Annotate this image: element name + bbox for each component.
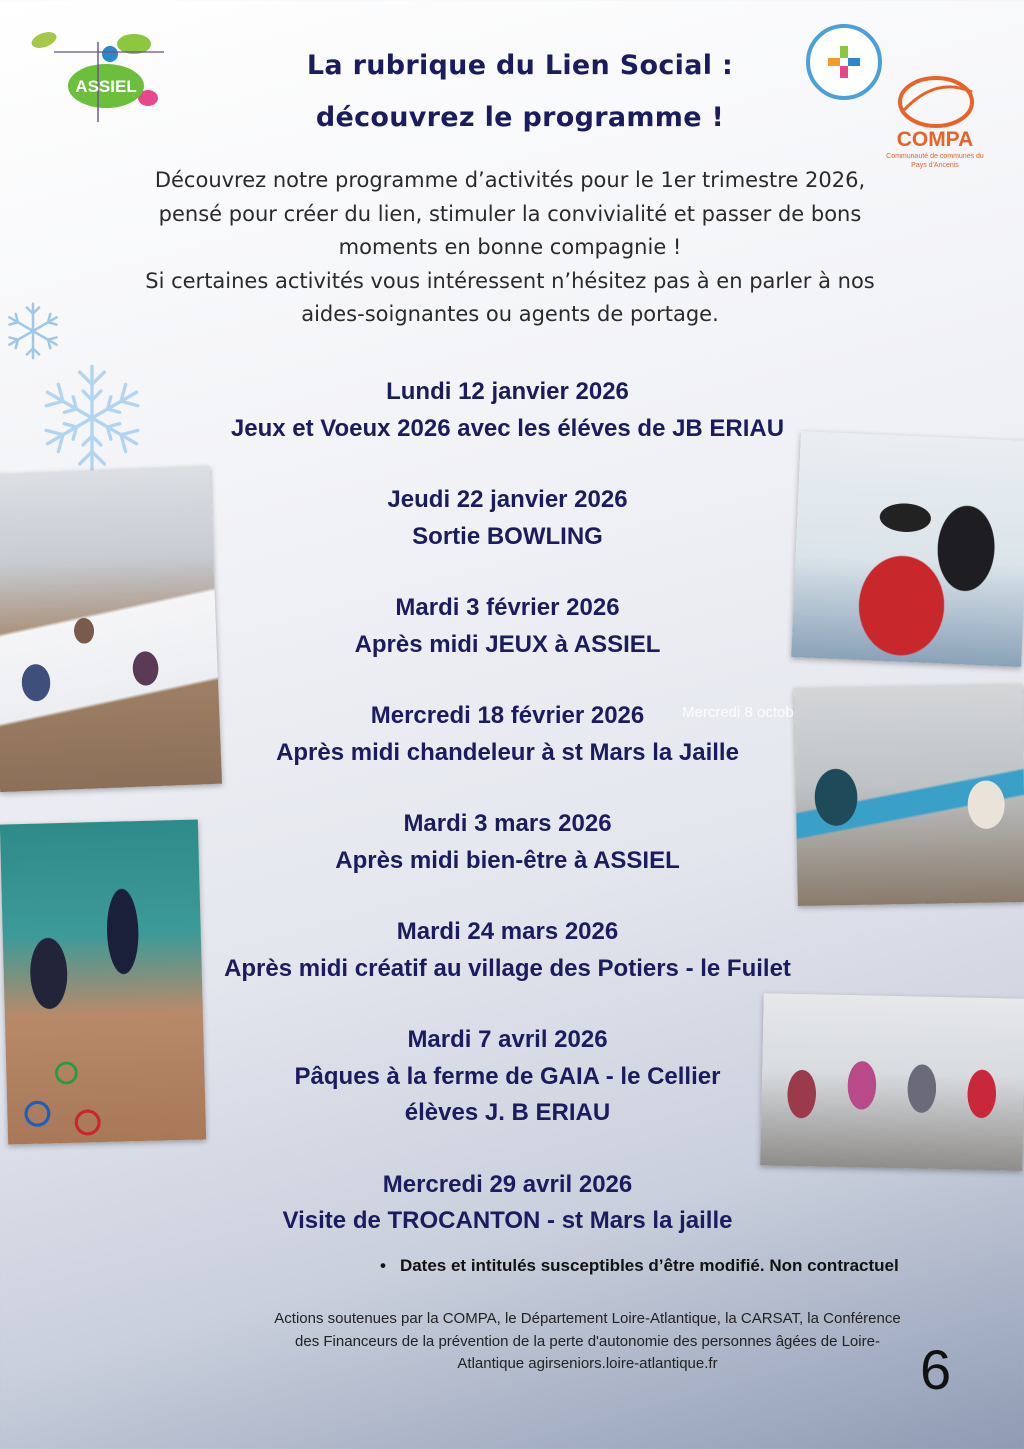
intro-line: moments en bonne compagnie ! (338, 235, 682, 259)
event-date: Mardi 7 avril 2026 (407, 1026, 608, 1053)
footer-line: des Financeurs de la prévention de la perte d'autonomie des personnes âgées de Loire- (295, 1332, 880, 1350)
event-date: Mercredi 29 avril 2026 (382, 1170, 633, 1198)
event-description: Après midi chandeleur à st Mars la Jaille (276, 738, 739, 766)
event-description: Pâques à la ferme de GAIA - le Cellier (294, 1062, 721, 1090)
event-item (180, 590, 835, 663)
compa-logo (880, 70, 990, 174)
event-date: Mercredi 18 février 2026 (370, 702, 645, 729)
photo-caption: Mercredi 8 octob (682, 704, 794, 721)
disclaimer: • Dates et intitulés susceptibles d’être modifié. Non contractuel (380, 1256, 899, 1276)
event-description: Après midi JEUX à ASSIEL (354, 630, 661, 658)
intro-line: Si certaines activités vous intéressent n’hésitez pas à en parler à nos (145, 268, 875, 293)
assiel-logo-text: ASSIEL (75, 77, 137, 96)
event-date: Mardi 24 mars 2026 (396, 918, 619, 945)
page-number: 6 (920, 1338, 952, 1401)
event-description: Visite de TROCANTON - st Mars la jaille (282, 1207, 733, 1234)
intro-line: pensé pour créer du lien, stimuler la convivialité et passer de bons (158, 201, 862, 226)
event-description: Après midi bien-être à ASSIEL (335, 846, 680, 874)
event-description: Après midi créatif au village des Potiers - le Fuilet (224, 954, 791, 982)
event-list (180, 374, 835, 1275)
event-item (180, 1022, 835, 1132)
footer-line: Actions soutenues par la COMPA, le Département Loire-Atlantique, la CARSAT, la Conférence (274, 1310, 901, 1327)
event-description: élèves J. B ERIAU (404, 1099, 611, 1126)
compa-name: COMPA (896, 128, 974, 151)
event-date: Mardi 3 février 2026 (395, 594, 620, 621)
assiel-logo (14, 22, 164, 127)
event-item (180, 374, 835, 447)
event-item (180, 806, 835, 879)
event-item (180, 1167, 835, 1240)
event-description: Sortie BOWLING (412, 522, 603, 550)
event-description: Jeux et Voeux 2026 avec les éléves de JB ERIAU (230, 414, 785, 442)
intro-line: aides-soignantes ou agents de portage. (301, 302, 719, 326)
event-item (180, 482, 835, 555)
title-line-2: découvrez le programme ! (315, 102, 725, 133)
event-item (180, 698, 835, 771)
intro-line: Découvrez notre programme d’activités pour le 1er trimestre 2026, (154, 168, 866, 192)
event-date: Jeudi 22 janvier 2026 (387, 486, 628, 513)
footer-line: Atlantique agirseniors.loire-atlantique.fr (457, 1355, 718, 1372)
title-line-1: La rubrique du Lien Social : (306, 50, 734, 81)
event-date: Lundi 12 janvier 2026 (386, 378, 629, 405)
page-title (200, 40, 840, 144)
event-item (180, 914, 835, 987)
compa-subtitle: Communauté de communes du Pays d'Ancenis (886, 153, 984, 169)
compa-swoosh-icon (880, 70, 990, 130)
footer-credits (225, 1308, 950, 1376)
event-date: Mardi 3 mars 2026 (403, 810, 612, 837)
snowflake-icon (2, 300, 64, 362)
intro-text (90, 164, 930, 332)
